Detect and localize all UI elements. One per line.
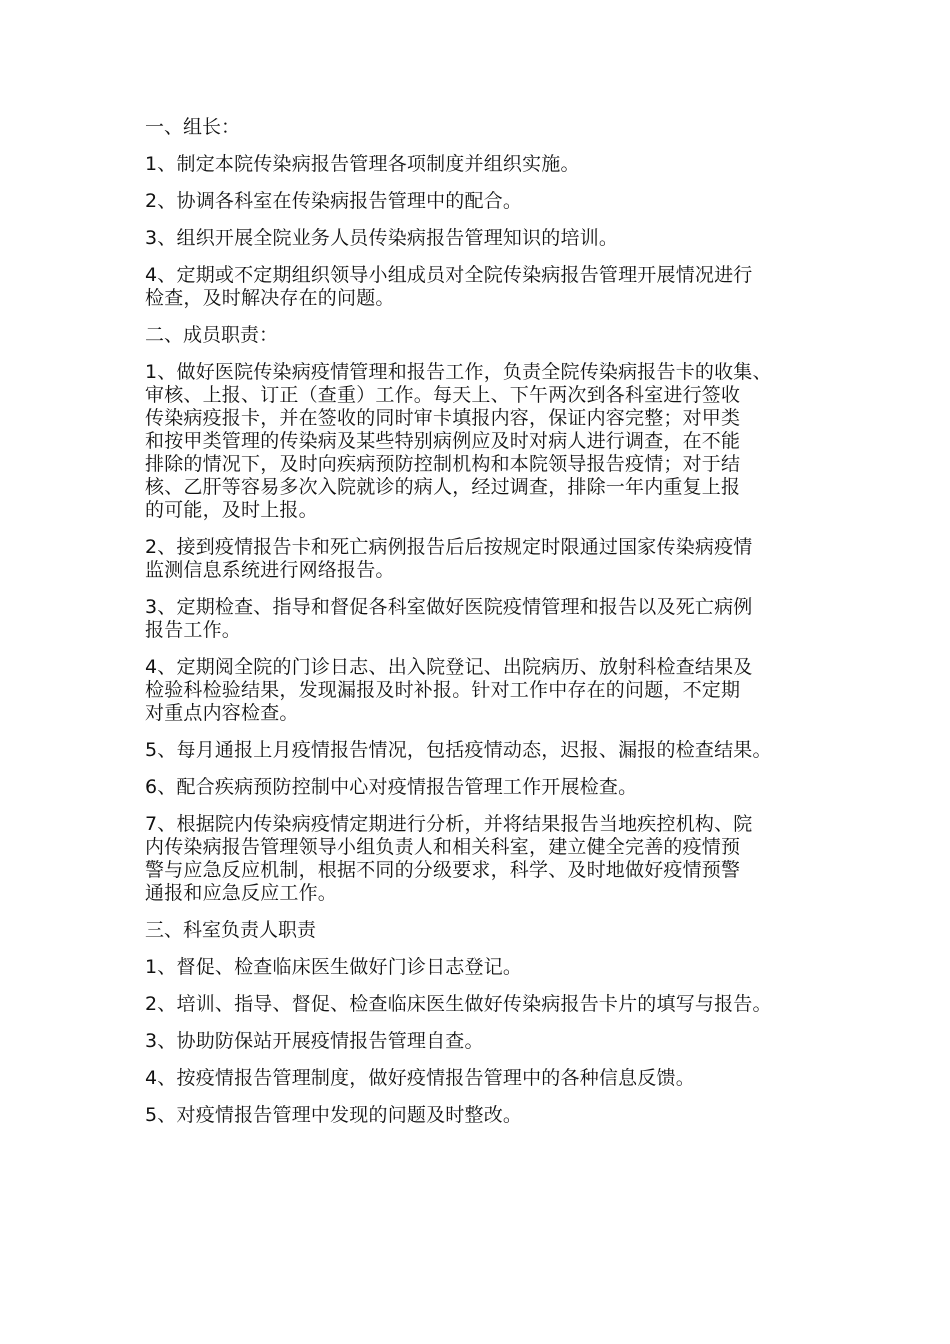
section-heading-1: 一、组长： — [145, 116, 241, 138]
paragraph — [145, 776, 825, 799]
text-line: 报告工作。 — [145, 619, 242, 641]
paragraph — [145, 813, 825, 905]
text-line: 对重点内容检查。 — [145, 702, 299, 724]
text-line: 排除的情况下，及时向疾病预防控制机构和本院领导报告疫情；对于结 — [145, 453, 741, 475]
text-line: 2、协调各科室在传染病报告管理中的配合。 — [145, 190, 523, 212]
text-line: 通报和应急反应工作。 — [145, 882, 338, 904]
paragraph — [145, 361, 825, 522]
paragraph — [145, 1067, 825, 1090]
text-line: 3、组织开展全院业务人员传染病报告管理知识的培训。 — [145, 227, 619, 249]
text-line: 检验科检验结果，发现漏报及时补报。针对工作中存在的问题，不定期 — [145, 679, 741, 701]
text-line: 1、做好医院传染病疫情管理和报告工作，负责全院传染病报告卡的收集、 — [145, 361, 772, 383]
text-line: 警与应急反应机制，根据不同的分级要求，科学、及时地做好疫情预警 — [145, 859, 741, 881]
paragraph — [145, 596, 825, 642]
text-line: 和按甲类管理的传染病及某些特别病例应及时对病人进行调查，在不能 — [145, 430, 741, 452]
paragraph — [145, 1104, 825, 1127]
text-line: 2、培训、指导、督促、检查临床医生做好传染病报告卡片的填写与报告。 — [145, 993, 772, 1015]
text-line: 5、对疫情报告管理中发现的问题及时整改。 — [145, 1104, 523, 1126]
text-line: 6、配合疾病预防控制中心对疫情报告管理工作开展检查。 — [145, 776, 638, 798]
paragraph — [145, 153, 825, 176]
paragraph — [145, 1030, 825, 1053]
paragraph — [145, 536, 825, 582]
text-line: 3、协助防保站开展疫情报告管理自查。 — [145, 1030, 484, 1052]
section-heading-3: 三、科室负责人职责 — [145, 919, 317, 941]
paragraph — [145, 190, 825, 213]
text-line: 1、督促、检查临床医生做好门诊日志登记。 — [145, 956, 523, 978]
text-line: 7、根据院内传染病疫情定期进行分析，并将结果报告当地疾控机构、院 — [145, 813, 753, 835]
paragraph — [145, 227, 825, 250]
text-line: 4、定期或不定期组织领导小组成员对全院传染病报告管理开展情况进行 — [145, 264, 753, 286]
text-line: 检查，及时解决存在的问题。 — [145, 287, 395, 309]
paragraph — [145, 264, 825, 310]
text-line: 1、制定本院传染病报告管理各项制度并组织实施。 — [145, 153, 580, 175]
paragraph — [145, 656, 825, 725]
text-line: 监测信息系统进行网络报告。 — [145, 559, 395, 581]
text-line: 4、定期阅全院的门诊日志、出入院登记、出院病历、放射科检查结果及 — [145, 656, 753, 678]
paragraph — [145, 956, 825, 979]
paragraph — [145, 739, 825, 762]
text-line: 的可能，及时上报。 — [145, 499, 318, 521]
text-line: 核、乙肝等容易多次入院就诊的病人，经过调查，排除一年内重复上报 — [145, 476, 741, 498]
text-line: 3、定期检查、指导和督促各科室做好医院疫情管理和报告以及死亡病例 — [145, 596, 753, 618]
text-line: 2、接到疫情报告卡和死亡病例报告后后按规定时限通过国家传染病疫情 — [145, 536, 753, 558]
document-body — [145, 116, 825, 1141]
text-line: 审核、上报、订正（查重）工作。每天上、下午两次到各科室进行签收 — [145, 384, 741, 406]
text-line: 4、按疫情报告管理制度，做好疫情报告管理中的各种信息反馈。 — [145, 1067, 695, 1089]
text-line: 5、每月通报上月疫情报告情况，包括疫情动态，迟报、漏报的检查结果。 — [145, 739, 772, 761]
section-heading-2: 二、成员职责： — [145, 324, 279, 346]
text-line: 内传染病报告管理领导小组负责人和相关科室，建立健全完善的疫情预 — [145, 836, 741, 858]
text-line: 传染病疫报卡，并在签收的同时审卡填报内容，保证内容完整；对甲类 — [145, 407, 741, 429]
paragraph — [145, 993, 825, 1016]
